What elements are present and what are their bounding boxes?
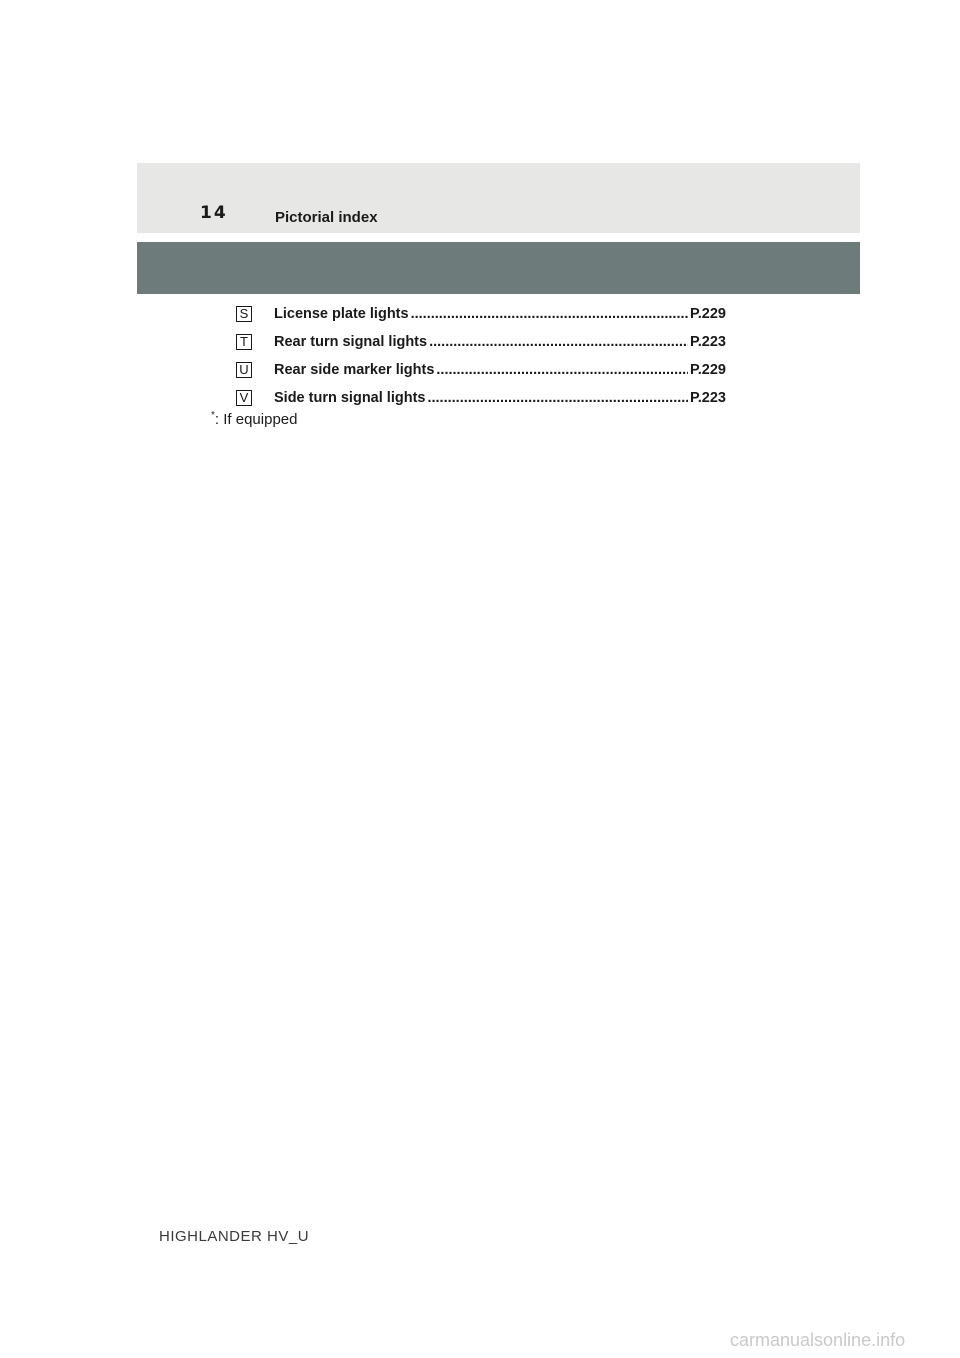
- footnote: [211, 410, 297, 428]
- index-list: [236, 300, 726, 412]
- page-reference-link[interactable]: P.229: [689, 362, 726, 378]
- dot-leader: [436, 362, 688, 378]
- item-marker-badge: U: [236, 362, 252, 378]
- model-code: HIGHLANDER HV_U: [159, 1228, 310, 1245]
- header-band: [137, 163, 860, 233]
- item-marker-badge: T: [236, 334, 252, 350]
- footnote-text: : If equipped: [214, 411, 298, 428]
- item-label: Side turn signal lights: [274, 390, 426, 406]
- item-label: Rear turn signal lights: [274, 334, 428, 350]
- dot-leader: [429, 334, 688, 350]
- footnote-asterisk: *: [211, 410, 215, 421]
- watermark: carmanualsonline.info: [730, 1330, 906, 1350]
- page-reference-link[interactable]: P.223: [689, 334, 726, 350]
- dot-leader: [427, 390, 688, 406]
- item-marker-badge: V: [236, 390, 252, 406]
- dot-leader: [411, 306, 688, 322]
- item-marker-badge: S: [236, 306, 252, 322]
- item-label: License plate lights: [274, 306, 409, 322]
- section-title: Pictorial index: [275, 209, 378, 226]
- index-item[interactable]: [236, 328, 726, 356]
- page-reference-link[interactable]: P.229: [689, 306, 726, 322]
- page-reference-link[interactable]: P.223: [689, 390, 726, 406]
- index-item[interactable]: [236, 356, 726, 384]
- page-number: 14: [200, 203, 228, 223]
- header-bar: [137, 242, 860, 294]
- index-item[interactable]: [236, 300, 726, 328]
- index-item[interactable]: [236, 384, 726, 412]
- item-label: Rear side marker lights: [274, 362, 435, 378]
